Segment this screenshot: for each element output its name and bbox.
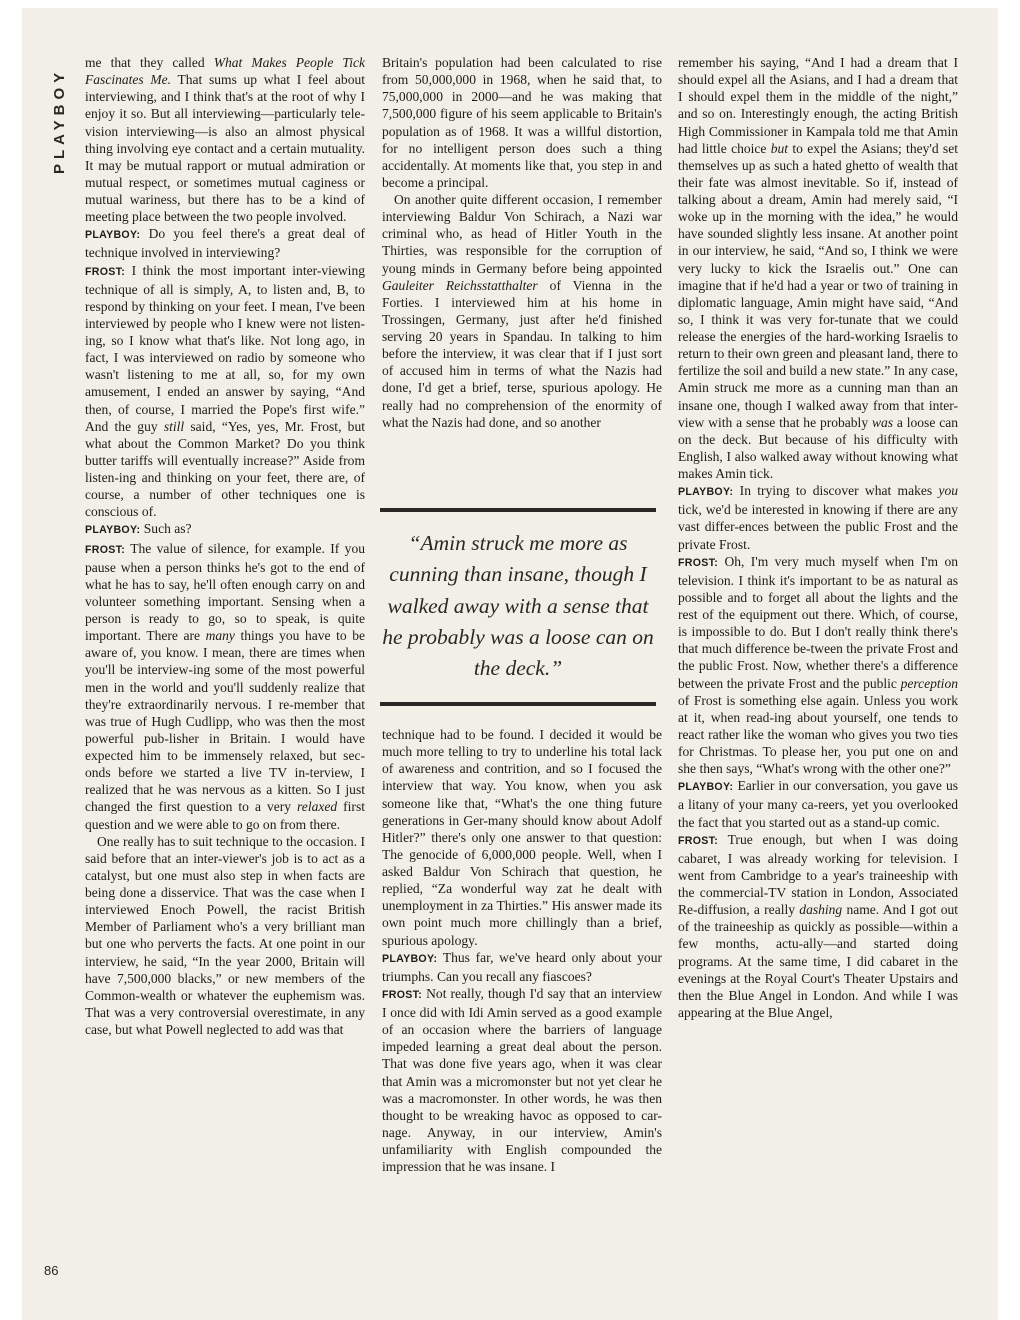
page-number: 86 — [44, 1263, 59, 1278]
text-run: said, “Yes, yes, Mr. Frost, but what about the Common Market? Do you think butter tariffs will eventually increase?” Aside from listen-ing and thinking on your feet, there are, of course, a number of other techniques one is conscious of. — [85, 418, 365, 520]
text-run: name. And I got out of the traineeship as quickly as possible—within a few months, actu-ally—and started doing programs. At the same time, I did cabaret in the evenings at the Royal Court's Theater Upstairs and then the Blue Angel in London. And while I was appearing at the Blue Angel, — [678, 902, 958, 1020]
speaker-label: FROST: — [85, 265, 126, 278]
text-run: That sums up what I feel about interviewing, and I think that's at the root of why I enjoy it so. But all interviewing—particularly tele-vision interviewing—is also an almost physical thing involving eye contact and a certain mutuality. It may be mutual rapport or mutual admiration or mutual respect, or sometimes mutual caginess or mutual wariness, but there has to be a kind of meeting place between the two people involved. — [85, 72, 366, 225]
text-column-2 — [382, 54, 662, 431]
italic-text: still — [163, 418, 185, 434]
text-run: Thus far, we've heard only about your triumphs. Can you recall any fiascoes? — [382, 949, 662, 984]
qa-paragraph — [678, 831, 958, 1021]
text-run: first question and we were able to go on from there. — [85, 799, 365, 832]
text-run: One really has to suit technique to the occasion. I said before that an inter-viewer's job is to act as a catalyst, but one must also step in when facts are being done a disservice. That was the case when I interviewed Enoch Powell, the racist British Member of Parliament who's a very brilliant man but one who perverts the facts. At one point in our interview, he said, “In the year 2000, Britain will have 7,500,000 blacks,” or new members of the Common-wealth or whatever the euphemism was. That was a very controversial overestimate, in any case, but what Powell neglected to add was that — [85, 833, 365, 1037]
text-run: Britain's population had been calculated to rise from 50,000,000 in 1968, when he said that, to 75,000,000 in 2000—and he was making that 7,500,000 figure of his seem applicable to Britain's population as of 1968. It was a willful distortion, for no intelligent person does such a thing accidentally. At moments like that, you step in and become a principal. — [382, 55, 662, 190]
text-run: True enough, but when I was doing cabaret, I was already working for television. I went from Cambridge to a year's traineeship with the commercial-TV station in London, Associated Re-diffusion, a really — [678, 831, 958, 918]
qa-paragraph — [85, 225, 365, 261]
italic-text: relaxed — [297, 799, 338, 815]
qa-paragraph — [678, 777, 958, 830]
italic-text: dashing — [799, 902, 843, 918]
qa-paragraph — [85, 262, 365, 521]
body-paragraph — [85, 833, 365, 1039]
speaker-label: PLAYBOY: — [678, 781, 734, 794]
speaker-label: FROST: — [678, 834, 719, 847]
text-column-2-lower — [382, 726, 662, 1175]
italic-text: What Makes People Tick Fascinates Me. — [85, 55, 365, 88]
text-run: The value of silence, for example. If you pause when a person thinks he's got to the end of what he has to say, he'll often enough carry on and volunteer something important. Sensing when a person is ready to go, so to speak, is quite important. There are — [85, 540, 365, 644]
masthead: PLAYBOY — [51, 67, 68, 174]
text-run: technique had to be found. I decided it would be much more telling to try to underline his total lack of awareness and contrition, and so I focused the interview that way. You know, when you ask someone like that, “What's the one thing future generations in Ger-many should know about Adolf Hitler?” there's only one answer to that question: The genocide of 6,000,000 people. Well, when I asked Baldur Von Schirach that question, he replied, “Za wonderful way zat he dealt with unemployment in za Thirties.” His answer made its own point much more chillingly than a brief, spurious apology. — [382, 727, 662, 948]
text-run: Such as? — [140, 521, 192, 537]
qa-paragraph — [85, 540, 365, 833]
text-run: In trying to discover what makes — [733, 483, 939, 499]
qa-paragraph — [678, 553, 958, 778]
text-run: On another quite different occasion, I remember interviewing Baldur Von Schirach, a Nazi war criminal who, as head of Hitler Youth in the Thirties, was responsible for the corruption of young minds in Germany before being appointed — [382, 192, 662, 276]
qa-paragraph — [382, 985, 662, 1175]
italic-text: Gauleiter Reichsstatthalter — [382, 277, 538, 293]
text-run: Not really, though I'd say that an interview I once did with Idi Amin served as a good example of an occasion where the barriers of language impeded learning a great deal about the person. That was done five years ago, when it was clear that Amin was a micromonster but not yet clear he was a macromonster. In other words, he was then thought to be wreaking havoc as opposed to car-nage. Anyway, in our interview, Amin's unfamiliarity with English compounded the impression that he was insane. I — [382, 985, 662, 1175]
speaker-label: FROST: — [382, 988, 423, 1001]
text-run: remember his saying, “And I had a dream that I should expel all the Asians, and I had a dream that I should expel them in the middle of the night,” and so on. Interestingly enough, the acting British High Commissioner in Kampala told me that Amin had little choice — [678, 55, 958, 156]
body-paragraph — [382, 726, 662, 949]
speaker-label: PLAYBOY: — [382, 952, 438, 965]
qa-paragraph — [678, 482, 958, 553]
body-paragraph — [382, 54, 662, 191]
speaker-label: PLAYBOY: — [678, 486, 734, 499]
text-column-1 — [85, 54, 365, 1038]
text-run: me that they called — [85, 55, 214, 70]
text-run: Oh, I'm very much myself when I'm on television. I think it's important to be as natural as possible and to forget all about the lights and the rest of the equipment out there. Which, of course, is impossible to do. But I don't really think there's that much difference be-tween the private Frost and the public Frost. Now, whether there's a difference between the private Frost and the public — [678, 553, 958, 691]
magazine-page — [22, 8, 998, 1320]
speaker-label: FROST: — [85, 543, 126, 556]
speaker-label: FROST: — [678, 556, 719, 569]
text-run: of Frost is something else again. Unless you work at it, when read-ing about yourself, one tends to react rather like the woman who gives you two ties for Christmas. To please her, you put one on and she then says, “What's wrong with the other one?” — [678, 692, 958, 777]
speaker-label: PLAYBOY: — [85, 524, 141, 537]
text-run: things you have to be aware of, you know. I mean, there are times when you'll be interview-ing some of the most powerful men in the world and you'll suddenly realize that they're extraordinarily nervous. I re-member that was true of Hugh Cudlipp, who was then the most powerful pub-lisher in Britain. I would have expected him to be immensely relaxed, but sec-onds before we started a live TV in-terview, I realized that he was nervous as a kitten. So I just changed the first question to a very — [85, 628, 365, 815]
text-run: of Vienna in the Forties. I interviewed him at his home in Trossingen, Germany, just after he'd finished serving 20 years in Spandau. In talking to him before the interview, it was clear that if I just sort of accused him in terms of what the Nazis had done, I'd get a brief, terse, spurious apology. He really had no comprehension of the enormity of what the Nazis had done, and so another — [382, 277, 662, 430]
speaker-label: PLAYBOY: — [85, 229, 141, 242]
text-run: I think the most important inter-viewing technique of all is simply, A, to listen and, B, to respond by thinking on your feet. I mean, I've been interviewed by people who I knew were not listen-ing, so I know what that's like. Not long ago, in fact, I was interviewed on radio by someone who wasn't listening to me at all, so, for my own amusement, I ended an answer by saying, “And then, of course, I married the Pope's first wife.” And the guy — [85, 262, 365, 434]
text-run: Earlier in our conversation, you gave us a litany of your many ca-reers, yet you overlooked the fact that you started out as a stand-up comic. — [678, 778, 958, 830]
italic-text: you — [938, 483, 958, 499]
body-paragraph — [85, 54, 365, 225]
italic-text: but — [770, 140, 789, 156]
body-paragraph — [382, 191, 662, 431]
pull-quote-text: “Amin struck me more as cunning than insane, though I walked away with a sense that he probably was a loose can on the deck.” — [382, 531, 654, 681]
text-run: tick, we'd be interested in knowing if there are any vast differ-ences between the public Frost and the private Frost. — [678, 502, 958, 552]
italic-text: was — [871, 414, 894, 430]
text-run: Do you feel there's a great deal of technique involved in interviewing? — [85, 226, 365, 261]
text-run: a loose can on the deck. But because of his difficulty with English, I also walked away without knowing what makes Amin tick. — [678, 414, 958, 481]
qa-paragraph — [382, 949, 662, 985]
text-column-3 — [678, 54, 958, 1021]
qa-paragraph — [85, 520, 365, 539]
italic-text: perception — [900, 675, 958, 691]
italic-text: many — [205, 628, 235, 644]
pull-quote — [380, 508, 656, 706]
text-run: to expel the Asians; they'd set themselves up as such a hated ghetto of wealth that their fate was almost inevitable. So if, instead of talking about a dream, Amin had merely said, “I woke up in the morning with the idea,” he would have sounded slightly less insane. At another point in our interview, he said, “And so, I think we were very lucky to kick the Israelis out.” One can imagine that if he'd had a year or two of training in diplomatic language, Amin might have said, “And so, I think it was very for-tunate that we could release the energies of the hard-working Israelis to return to their own green and pleasant land, there to fertilize the soil and build a new state.” In any case, Amin struck me more as a cunning man than an insane one, though I walked away from that inter-view with a sense that he probably — [678, 140, 958, 430]
body-paragraph — [678, 54, 958, 482]
